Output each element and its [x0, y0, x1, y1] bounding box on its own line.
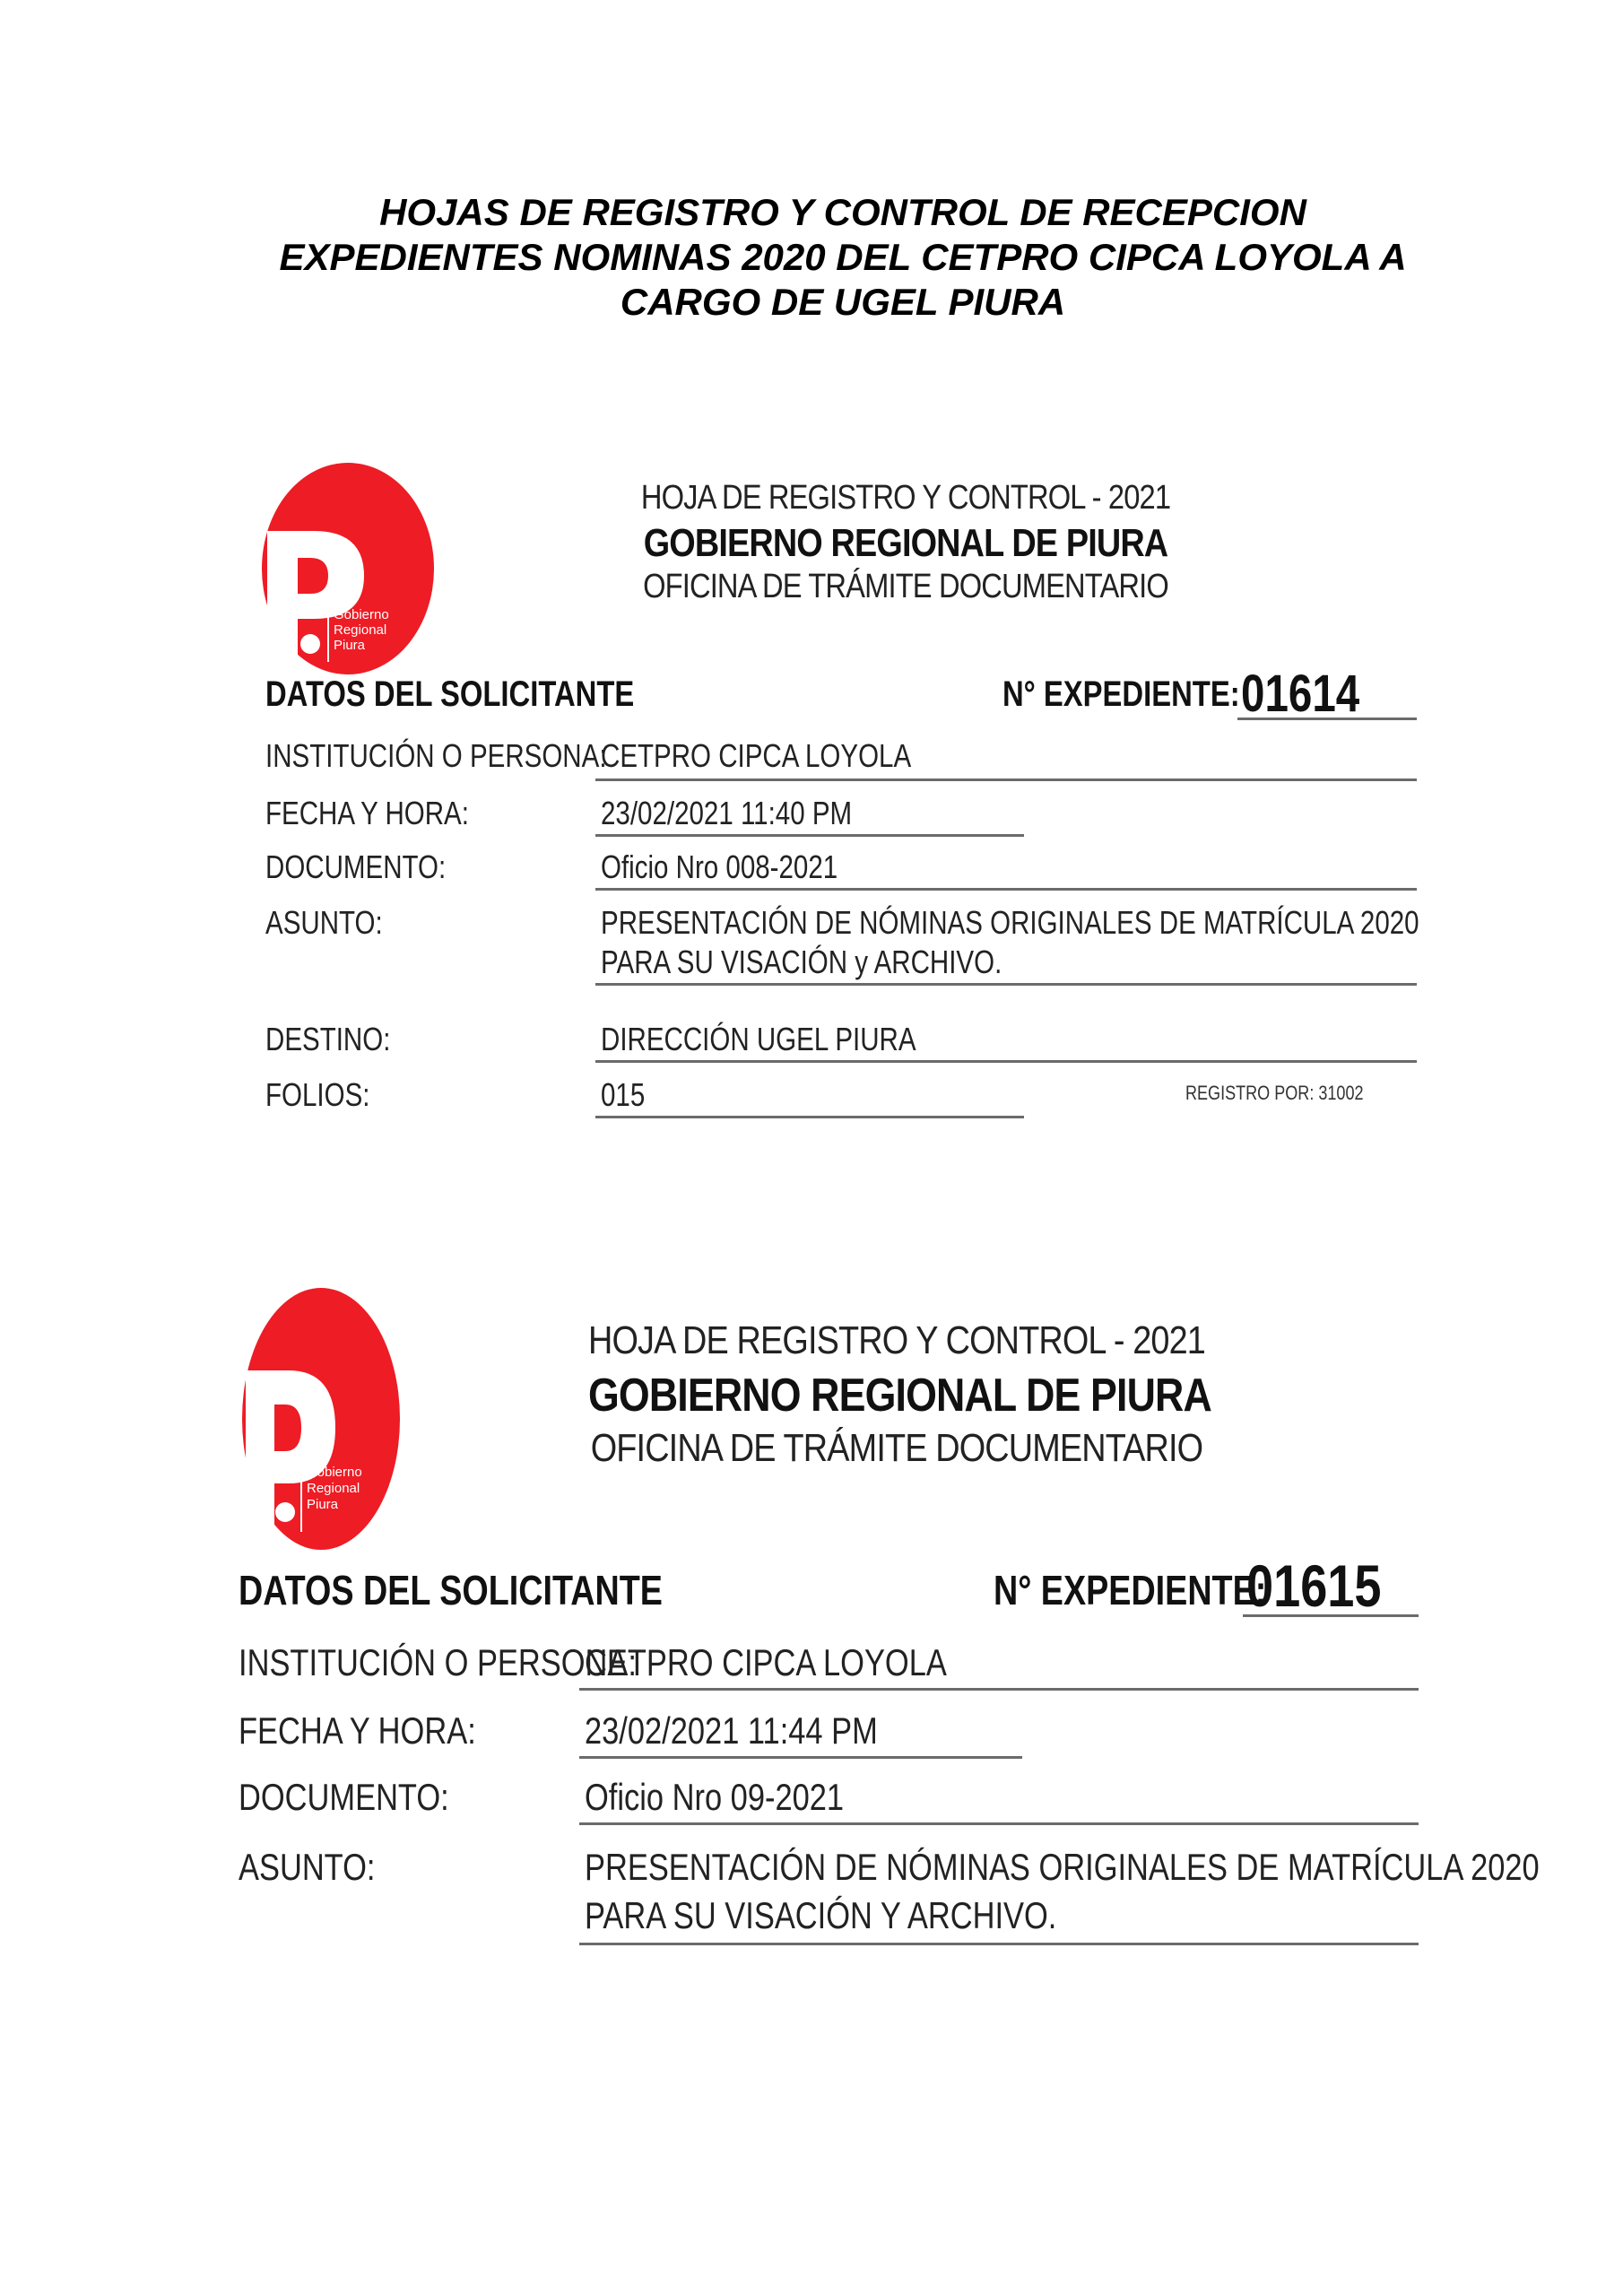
- field-value-institucion: CETPRO CIPCA LOYOLA: [585, 1641, 947, 1683]
- field-value-fecha: 23/02/2021 11:40 PM: [601, 795, 853, 831]
- expediente-number: 01615: [1246, 1552, 1382, 1619]
- header-line-gobierno: GOBIERNO REGIONAL DE PIURA: [588, 1370, 1211, 1422]
- expediente-label: N° EXPEDIENTE:: [1002, 674, 1240, 714]
- header-line-oficina: OFICINA DE TRÁMITE DOCUMENTARIO: [590, 1426, 1203, 1470]
- expediente-number: 01614: [1241, 665, 1360, 723]
- document-title-line-2: EXPEDIENTES NOMINAS 2020 DEL CETPRO CIPCA LOYOLA A: [279, 236, 1407, 278]
- logo-text-piura: Piura: [307, 1497, 339, 1512]
- field-label-fecha: FECHA Y HORA:: [239, 1709, 476, 1752]
- logo-text-regional: Regional: [334, 622, 387, 638]
- field-label-institucion: INSTITUCIÓN O PERSONA:: [265, 737, 607, 774]
- logo-text-gobierno: Gobierno: [334, 607, 389, 622]
- header-line-oficina: OFICINA DE TRÁMITE DOCUMENTARIO: [643, 568, 1168, 605]
- field-value-asunto-line-1: PRESENTACIÓN DE NÓMINAS ORIGINALES DE MATRÍCULA 2020: [601, 904, 1419, 941]
- header-line-registro: HOJA DE REGISTRO Y CONTROL - 2021: [588, 1318, 1205, 1362]
- field-label-documento: DOCUMENTO:: [265, 848, 447, 885]
- header-line-gobierno: GOBIERNO REGIONAL DE PIURA: [643, 521, 1168, 565]
- document-title-line-1: HOJAS DE REGISTRO Y CONTROL DE RECEPCION: [379, 191, 1306, 233]
- field-value-destino: DIRECCIÓN UGEL PIURA: [601, 1021, 916, 1057]
- documento-underline: [579, 1822, 1419, 1825]
- field-value-documento: Oficio Nro 008-2021: [601, 848, 838, 885]
- field-label-folios: FOLIOS:: [265, 1076, 370, 1113]
- field-label-documento: DOCUMENTO:: [239, 1776, 449, 1818]
- sheet-header: [538, 1318, 1255, 1471]
- field-value-institucion: CETPRO CIPCA LOYOLA: [601, 737, 912, 774]
- field-value-asunto-line-2: PARA SU VISACIÓN y ARCHIVO.: [601, 944, 1002, 980]
- section-label-datos-solicitante: DATOS DEL SOLICITANTE: [265, 674, 635, 714]
- fecha-underline: [579, 1756, 1022, 1759]
- field-value-asunto-line-2: PARA SU VISACIÓN Y ARCHIVO.: [585, 1894, 1057, 1936]
- expediente-label: N° EXPEDIENTE:: [994, 1567, 1267, 1613]
- gobierno-regional-piura-logo: [239, 1284, 404, 1553]
- field-label-fecha: FECHA Y HORA:: [265, 795, 469, 831]
- asunto-underline: [579, 1943, 1419, 1945]
- header-line-registro: HOJA DE REGISTRO Y CONTROL - 2021: [640, 479, 1171, 517]
- field-label-institucion: INSTITUCIÓN O PERSONA:: [239, 1641, 637, 1683]
- institucion-underline: [579, 1688, 1419, 1691]
- field-value-asunto-line-1: PRESENTACIÓN DE NÓMINAS ORIGINALES DE MATRÍCULA 2020: [585, 1846, 1540, 1888]
- registro-por: REGISTRO POR: 31002: [1185, 1082, 1364, 1104]
- logo-text-piura: Piura: [334, 638, 366, 653]
- field-value-folios: 015: [601, 1076, 646, 1113]
- document-title-line-3: CARGO DE UGEL PIURA: [620, 281, 1066, 323]
- field-label-asunto: ASUNTO:: [239, 1846, 376, 1888]
- field-label-destino: DESTINO:: [265, 1021, 391, 1057]
- field-value-documento: Oficio Nro 09-2021: [585, 1776, 845, 1818]
- logo-text-gobierno: Gobierno: [307, 1465, 362, 1480]
- section-label-datos-solicitante: DATOS DEL SOLICITANTE: [239, 1567, 663, 1613]
- field-label-asunto: ASUNTO:: [265, 904, 383, 941]
- field-value-fecha: 23/02/2021 11:44 PM: [585, 1709, 878, 1752]
- logo-text-regional: Regional: [307, 1481, 360, 1496]
- expediente-underline: [1243, 1614, 1419, 1617]
